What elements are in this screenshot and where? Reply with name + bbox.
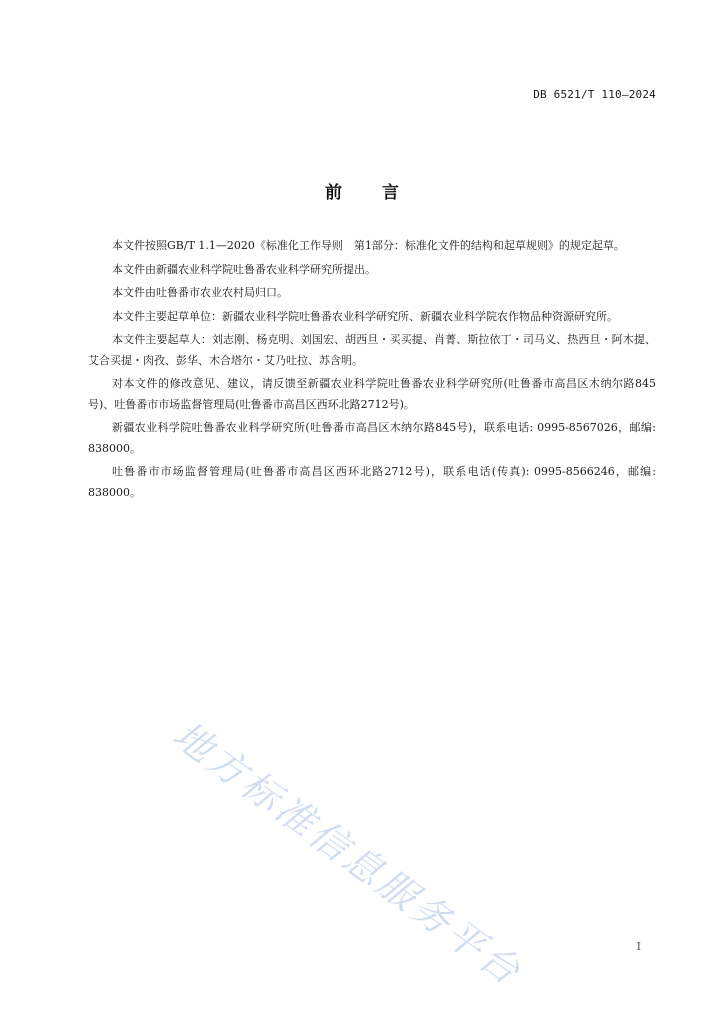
- paragraph-proposer: 本文件由新疆农业科学院吐鲁番农业科学研究所提出。: [112, 262, 376, 276]
- paragraph-feedback: 对本文件的修改意见、建议，请反馈至新疆农业科学院吐鲁番农业科学研究所(吐鲁番市高昌区木纳尔路845号)、吐鲁番市市场监督管理局(吐鲁番市高昌区西环北路2712号)。: [88, 377, 656, 411]
- paragraph-drafters: 本文件主要起草人：刘志刚、杨克明、刘国宏、胡西旦・买买提、肖菁、斯拉依丁・司马义、热西旦・阿木提、艾合买提・肉孜、彭华、木合塔尔・艾乃吐拉、苏含明。: [88, 333, 656, 367]
- page-number: I: [636, 940, 641, 953]
- paragraph-institute-contact: 新疆农业科学院吐鲁番农业科学研究所(吐鲁番市高昌区木纳尔路845号)，联系电话: 0995-8567026，邮编: 838000。: [88, 421, 656, 455]
- watermark: 地方标准信息服务平台: [165, 712, 531, 996]
- paragraph-drafting-units: 本文件主要起草单位：新疆农业科学院吐鲁番农业科学研究所、新疆农业科学院农作物品种资源研究所。: [112, 309, 618, 323]
- paragraph-drafting-rules: 本文件按照GB/T 1.1—2020《标准化工作导则 第1部分：标准化文件的结构和起草规则》的规定起草。: [112, 239, 625, 252]
- page-title: 前言: [325, 183, 439, 203]
- paragraph-bureau-contact: 吐鲁番市市场监督管理局(吐鲁番市高昌区西环北路2712号)，联系电话(传真): 0995-8566246，邮编: 838000。: [88, 465, 656, 499]
- foreword-body: [88, 236, 656, 506]
- document-code: DB 6521/T 110—2024: [533, 88, 656, 101]
- paragraph-responsible-unit: 本文件由吐鲁番市农业农村局归口。: [112, 286, 288, 299]
